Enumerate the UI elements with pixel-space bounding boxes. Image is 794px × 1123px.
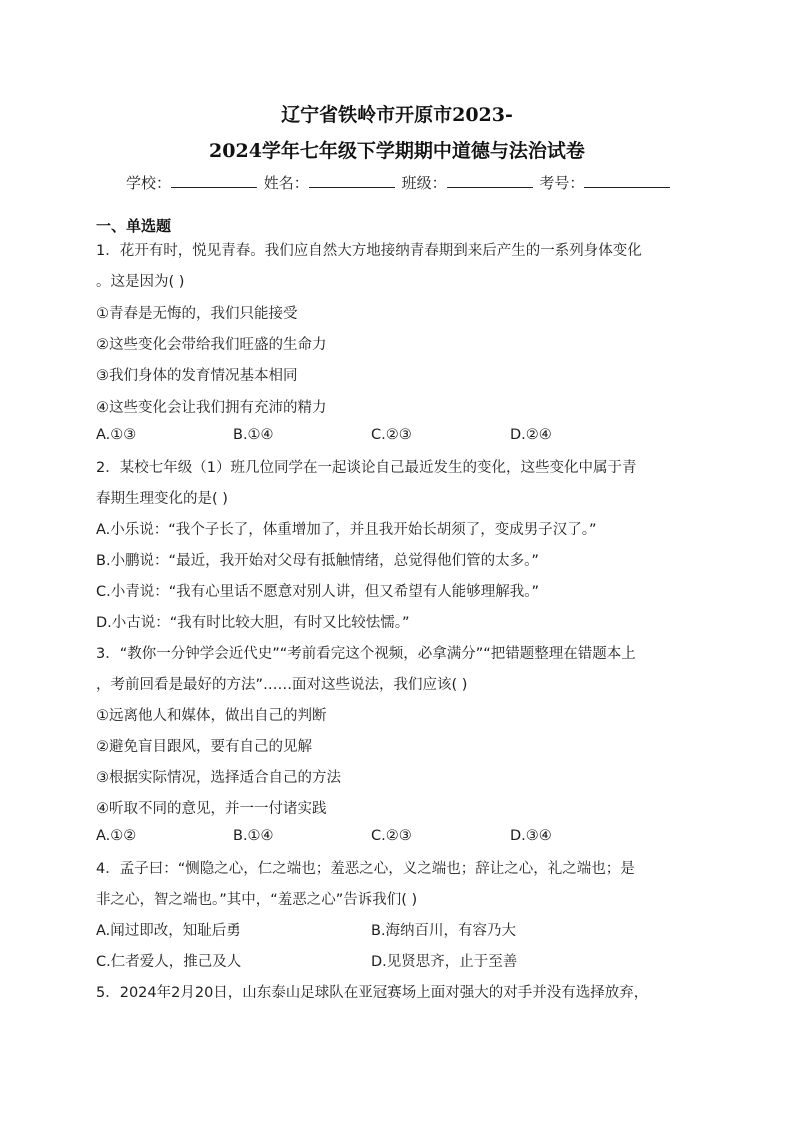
q3-item-3: ③根据实际情况，选择适合自己的方法 [96,770,341,786]
student-info-row [126,172,672,193]
q3-item-1: ①远离他人和媒体，做出自己的判断 [96,708,327,724]
exam-number-label: 考号： [539,174,585,192]
q2-option-d[interactable]: D.小古说：“我有时比较大胆，有时又比较怯懦。” [96,615,410,631]
q1-option-b[interactable]: B.①④ [233,427,274,443]
q3-item-4: ④听取不同的意见，并一一付诸实践 [96,801,327,817]
class-label: 班级： [401,174,447,192]
q3-stem-line-1: 3．“教你一分钟学会近代史”“考前看完这个视频，必拿满分”“把错题整理在错题本上 [96,646,636,662]
q2-option-b[interactable]: B.小鹏说：“最近，我开始对父母有抵触情绪，总觉得他们管的太多。” [96,553,539,569]
name-blank[interactable] [309,173,395,188]
q1-item-4: ④这些变化会让我们拥有充沛的精力 [96,400,327,416]
q1-stem-line-1: 1．花开有时，悦见青春。我们应自然大方地接纳青春期到来后产生的一系列身体变化 [96,243,642,259]
exam-title-line-2: 2024学年七年级下学期期中道德与法治试卷 [209,140,585,162]
q4-option-d[interactable]: D.见贤思齐，止于至善 [371,954,518,970]
class-blank[interactable] [447,173,533,188]
q3-option-c[interactable]: C.②③ [371,828,412,844]
exam-number-blank[interactable] [584,173,670,188]
q2-stem-line-2: 春期生理变化的是( ) [96,491,228,507]
q2-option-c[interactable]: C.小青说：“我有心里话不愿意对别人讲，但又希望有人能够理解我。” [96,584,540,600]
exam-title-line-1: 辽宁省铁岭市开原市2023- [281,104,513,126]
q4-option-a[interactable]: A.闻过即改，知耻后勇 [96,923,241,939]
q3-stem-line-2: ，考前回看是最好的方法”……面对这些说法，我们应该( ) [96,677,468,693]
q1-item-1: ①青春是无悔的，我们只能接受 [96,306,298,322]
q4-stem-line-2: 非之心，智之端也。”其中，“羞恶之心”告诉我们( ) [96,892,418,908]
class-field [402,172,535,193]
exam-number-field [539,172,672,193]
q3-item-2: ②避免盲目跟风，要有自己的见解 [96,739,312,755]
q1-item-3: ③我们身体的发育情况基本相同 [96,368,298,384]
q3-option-d[interactable]: D.③④ [510,828,552,844]
q1-stem-line-2: 。这是因为( ) [96,274,185,290]
school-blank[interactable] [171,173,257,188]
q2-option-a[interactable]: A.小乐说：“我个子长了，体重增加了，并且我开始长胡须了，变成男子汉了。” [96,522,597,538]
q1-item-2: ②这些变化会带给我们旺盛的生命力 [96,337,327,353]
q2-stem-line-1: 2．某校七年级（1）班几位同学在一起谈论自己最近发生的变化，这些变化中属于青 [96,460,637,476]
q4-option-b[interactable]: B.海纳百川，有容乃大 [371,923,517,939]
q5-stem-line-1: 5．2024年2月20日，山东泰山足球队在亚冠赛场上面对强大的对手并没有选择放弃， [96,985,649,1001]
school-field [126,172,259,193]
q3-option-a[interactable]: A.①② [96,828,137,844]
q3-option-b[interactable]: B.①④ [233,828,274,844]
name-field [264,172,397,193]
q4-stem-line-1: 4．孟子曰：“恻隐之心，仁之端也；羞恶之心，义之端也；辞让之心，礼之端也；是 [96,861,635,877]
q1-option-a[interactable]: A.①③ [96,427,137,443]
q4-option-c[interactable]: C.仁者爱人，推己及人 [96,954,242,970]
q1-option-c[interactable]: C.②③ [371,427,412,443]
name-label: 姓名： [263,174,309,192]
section-title: 一、单选题 [96,217,172,235]
q1-option-d[interactable]: D.②④ [510,427,552,443]
school-label: 学校： [126,174,172,192]
